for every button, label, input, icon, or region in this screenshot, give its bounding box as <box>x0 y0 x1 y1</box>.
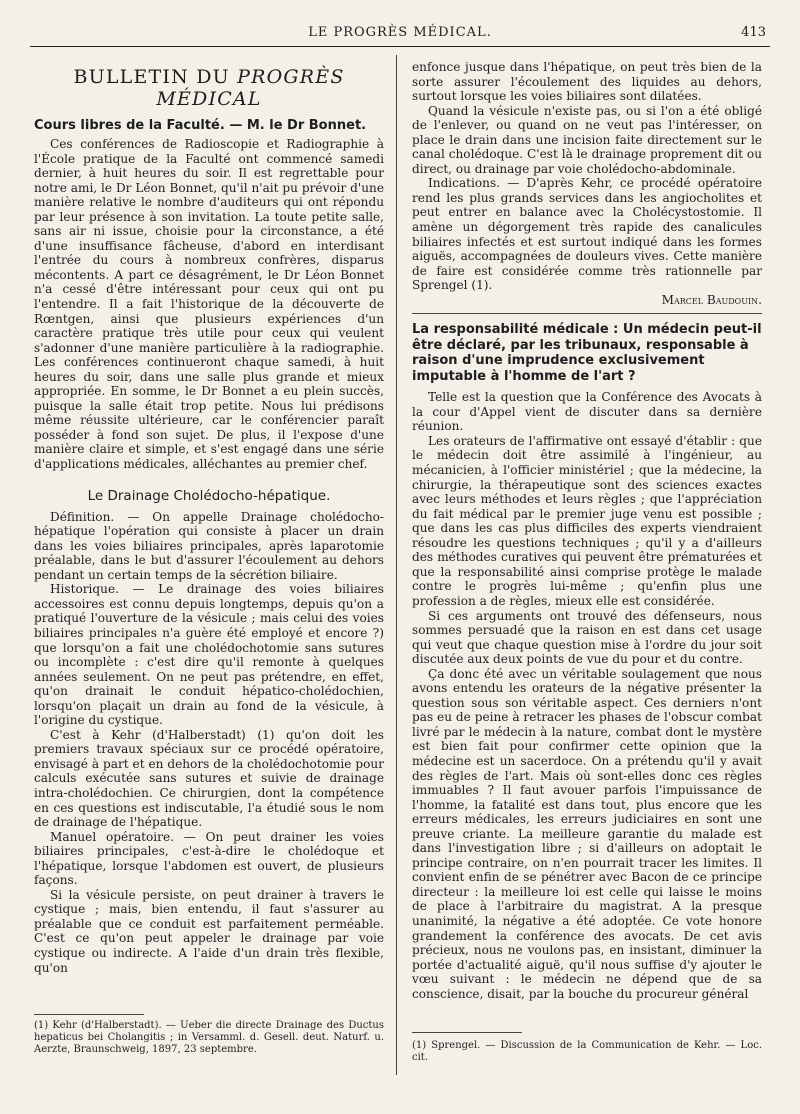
footnote-right: (1) Sprengel. — Discussion de la Communication de Kehr. — Loc. cit. <box>412 1040 762 1063</box>
author-signature: Marcel Baudouin. <box>661 292 762 307</box>
paragraph: Les orateurs de l'affirmative ont essayé d'établir : que le médecin doit être assimilé à l'ingénieur, au mécanicien, à l'officier ministériel ; que la médecine, la chirurgie, la thérapeutique sont des sciences exactes avec leurs méthodes et leurs règles ; que l'appréciation du fait médical par le premier juge venu est possible ; que dans les cas plus difficiles des experts viendraient résoudre les questions techniques ; qu'il y a d'ailleurs des méthodes curatives qui peuvent être prématurées et que la responsabilité ainsi comprise protège le malade contre le progrès lui-même ; qu'enfin plus une profession a de règles, mieux elle est considérée. <box>412 433 762 608</box>
paragraph: Telle est la question que la Conférence des Avocats à la cour d'Appel vient de discuter dans sa dernière réunion. <box>412 390 762 434</box>
paragraph: Ces conférences de Radioscopie et Radiographie à l'École pratique de la Faculté ont commencé samedi dernier, à huit heures du soir. Il est regrettable pour notre ami, le Dr Léon Bonnet, qu'il n'ait pu prévoir d'une manière relative le nombre d'auditeurs qui ont répondu par leur présence à son invitation. La toute petite salle, sans air ni issue, choisie pour la circonstance, a été d'une insuffisance fâcheuse, d'abord en interdisant l'entrée du cours à nombreux confrères, disparus mécontents. A part ce désagrément, le Dr Léon Bonnet n'a cessé d'être intéressant pour ceux qui ont pu l'entendre. Il a fait l'historique de la découverte de Rœntgen, ainsi que plusieurs expériences d'un caractère pratique très utile pour ceux qui veulent s'adonner d'une manière particulière à la radiographie. Les conférences continueront chaque samedi, à huit heures du soir, dans une salle plus grande et mieux appropriée. En somme, le Dr Bonnet a eu plein succès, puisque la salle était trop petite. Nous lui prédisons même réussite ultérieure, car le conférencier paraît posséder à fond son sujet. De plus, il l'expose d'une manière claire et simple, et s'est engagé dans une série d'applications médicales, alléchantes au premier chef. <box>34 137 384 472</box>
right-column <box>412 60 762 1001</box>
section-title-cours: Cours libres de la Faculté. — M. le Dr Bonnet. <box>34 118 367 133</box>
paragraph: Ça donc été avec un véritable soulagement que nous avons entendu les orateurs de la négative présenter la question sous son véritable aspect. Ces derniers n'ont pas eu de peine à retracer les phases de l'obscur combat livré par le médecin à la nature, combat dont le mystère est bien fait pour confirmer cette opinion que la médecine est un sacerdoce. On a prétendu qu'il y avait des règles de l'art. Mais où sont-elles donc ces règles immuables ? Il faut avouer parfois l'impuissance de l'homme, la fatalité est dans tout, plus encore que les erreurs médicales, les erreurs judiciaires en sont une preuve criante. La meilleure garantie du malade est dans l'investigation libre ; si d'ailleurs on adoptait le principe contraire, on n'en pourrait tracer les limites. Il convient enfin de se pénétrer avec Bacon de ce principe directeur : la meilleure loi est celle qui laisse le moins de place à l'arbitraire du magistrat. A la presque unanimité, la négative a été adoptée. Ce vote honore grandement la conférence des avocats. De cet avis précieux, nous ne voulons pas, en insistant, diminuer la portée d'actualité aiguë, qu'il nous suffise d'y ajouter le vœu suivant : le médecin ne dépend que de sa conscience, disait, par la bouche du procureur général <box>412 666 762 1001</box>
bulletin-heading <box>34 66 384 110</box>
paragraph: Si la vésicule persiste, on peut drainer à travers le cystique ; mais, bien entendu, il faut s'assurer au préalable que ce conduit est parfaitement perméable. C'est ce qu'on peut appeler le drainage par voie cystique ou indirecte. A l'aide d'un drain très flexible, qu'on <box>34 887 384 975</box>
section-title-responsabilite: La responsabilité médicale : Un médecin peut-il être déclaré, par les tribunaux, responsable à raison d'une imprudence exclusivement imputable à l'homme de l'art ? <box>412 322 762 384</box>
journal-title: LE PROGRÈS MÉDICAL. <box>308 25 492 40</box>
paragraph: Indications. — D'après Kehr, ce procédé opératoire rend les plus grands services dans les angiocholites et peut entrer en balance avec la Cholécystostomie. Il amène un dégorgement très rapide des canalicules biliaires infectés et est surtout indiqué dans les formes aiguës, accompagnées de douleurs vives. Cette manière de faire est considérée comme très rationnelle par Sprengel (1). <box>412 176 762 293</box>
paragraph: Quand la vésicule n'existe pas, ou si l'on a été obligé de l'enlever, ou quand on ne veut pas l'intéresser, on place le drain dans une incision faite directement sur le canal cholédoque. C'est là le drainage proprement dit ou direct, ou drainage par voie cholédocho-abdominale. <box>412 103 762 176</box>
left-column <box>34 60 384 975</box>
paragraph: Manuel opératoire. — On peut drainer les voies biliaires principales, c'est-à-dire le cholédoque et l'hépatique, lorsque l'abdomen est ouvert, de plusieurs façons. <box>34 829 384 888</box>
paragraph: Historique. — Le drainage des voies biliaires accessoires est connu depuis longtemps, depuis qu'on a pratiqué l'ouverture de la vésicule ; mais celui des voies biliaires principales n'a guère été employé et encore ?) que lorsqu'on a fait une cholédochotomie sans sutures ou incomplète : c'est dire qu'il remonte à quelques années seulement. On ne peut pas prétendre, en effet, qu'on drainait le conduit hépatico-cholédochien, lorsqu'on plaçait un drain au fond de la vésicule, à l'origine du cystique. <box>34 582 384 728</box>
section-title-drainage: Le Drainage Cholédocho-hépatique. <box>87 487 331 504</box>
page-number: 413 <box>741 25 766 40</box>
footnote-rule <box>34 1014 144 1015</box>
paragraph: Définition. — On appelle Drainage cholédocho-hépatique l'opération qui consiste à placer un drain dans les voies biliaires principales, après laparotomie préalable, dans le but d'assurer l'écoulement au dehors pendant un certain temps de la sécrétion biliaire. <box>34 509 384 582</box>
bulletin-name: PROGRÈS MÉDICAL <box>156 66 345 110</box>
footnote-rule <box>412 1032 522 1033</box>
bulletin-prefix: BULLETIN DU <box>73 66 230 88</box>
running-header <box>30 22 770 47</box>
footnote-left: (1) Kehr (d'Halberstadt). — Ueber die directe Drainage des Ductus hepaticus bei Cholangitis ; in Versamml. d. Gesell. deut. Naturf. u. Aerzte, Braunschweig, 1897, 23 septembre. <box>34 1020 384 1055</box>
paragraph: enfonce jusque dans l'hépatique, on peut très bien de la sorte assurer l'écoulement des liquides au dehors, surtout lorsque les voies biliaires sont dilatées. <box>412 60 762 104</box>
section-divider <box>412 313 762 314</box>
paragraph: C'est à Kehr (d'Halberstadt) (1) qu'on doit les premiers travaux spéciaux sur ce procédé opératoire, envisagé à part et en dehors de la cholédochotomie pour calculs exécutée sans sutures et suivie de drainage intra-cholédochien. Ce chirurgien, dont la compétence en ces questions est indiscutable, l'a étudié sous le nom de drainage de l'hépatique. <box>34 727 384 830</box>
paragraph: Si ces arguments ont trouvé des défenseurs, nous sommes persuadé que la raison en est dans cet usage qui veut que chaque question mise à l'ordre du jour soit discutée aux deux points de vue du pour et du contre. <box>412 608 762 667</box>
column-rule <box>396 55 397 1075</box>
